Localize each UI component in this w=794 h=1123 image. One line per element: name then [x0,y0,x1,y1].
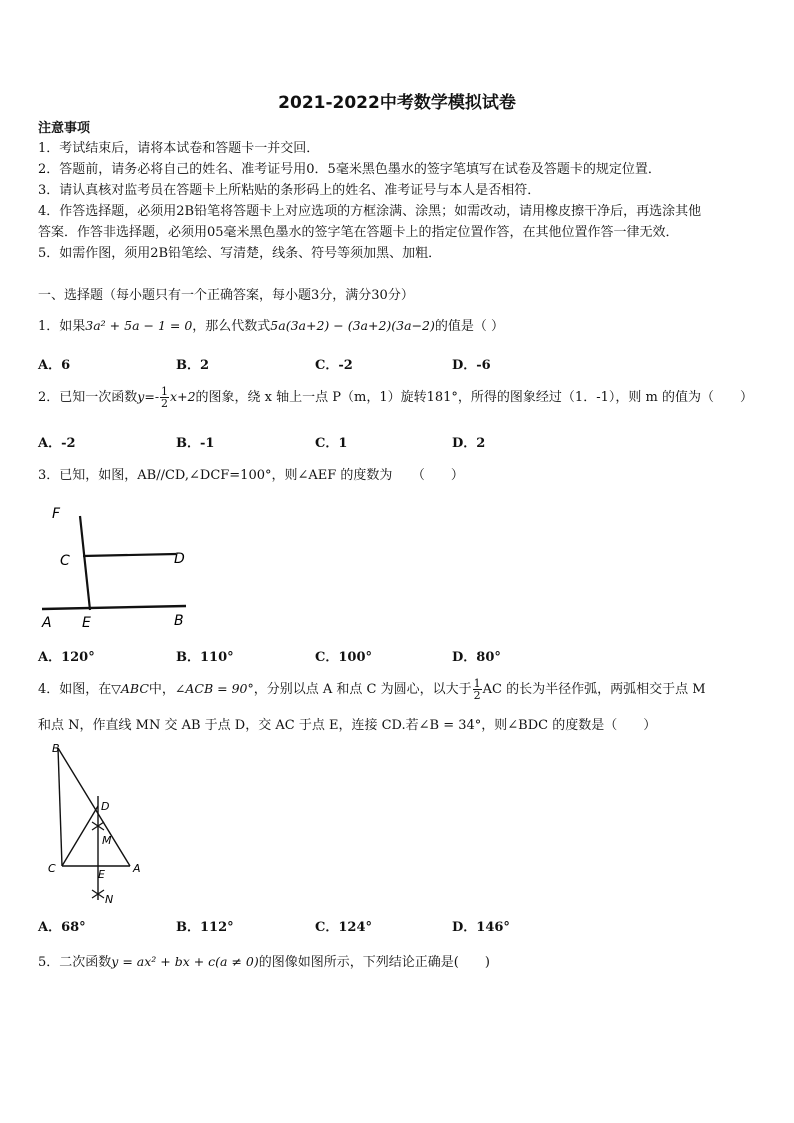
q3-label-b: B [174,613,184,629]
page-title: 2021-2022中考数学模拟试卷 [278,93,516,113]
q4-label-m: M [102,834,112,847]
q1-prefix: 1．如果 [38,319,86,334]
notice-item: 5．如需作图，须用2B铅笔绘、写清楚，线条、符号等须加黑、加粗． [38,246,442,261]
q2-option-a[interactable]: A．-2 [38,436,76,451]
q1-option-d[interactable]: D．-6 [452,358,491,373]
notice-item: 4．作答选择题，必须用2B铅笔将答题卡上对应选项的方框涂满、涂黑；如需改动，请用橡皮擦干净后，再选涂其他 [38,204,702,219]
q3-option-d[interactable]: D．80° [452,650,501,665]
q1-option-a[interactable]: A．6 [38,358,71,373]
q1-suffix: 的值是（ ） [434,319,505,334]
q2-prefix: 2．已知一次函数 [38,390,138,405]
q2-option-c[interactable]: C．1 [315,436,348,451]
notice-item: 答案．作答非选择题，必须用05毫米黑色墨水的签字笔在答题卡上的指定位置作答，在其他位置作答一律无效． [38,225,679,240]
question-2 [38,384,753,411]
q1-condition: 3a² + 5a − 1 = 0 [85,318,193,333]
q3-figure [36,498,196,634]
q3-option-c[interactable]: C．100° [315,650,372,665]
notice-heading: 注意事项 [38,121,91,136]
q3-label-e: E [82,615,91,631]
q1-option-c[interactable]: C．-2 [315,358,353,373]
q4-triangle: ▽ABC [111,681,149,696]
q4-label-a: A [133,862,141,875]
q2-function-lhs: y=- [137,389,160,404]
q4-option-b[interactable]: B．112° [176,920,234,935]
section-heading: 一、选择题（每小题只有一个正确答案，每小题3分，满分30分） [38,288,414,303]
question-4-line-2: 和点 N，作直线 MN 交 AB 于点 D，交 AC 于点 E，连接 CD.若∠B = 34°，则∠BDC 的度数是（ ） [38,718,657,733]
q3-label-c: C [60,553,70,569]
q1-option-b[interactable]: B．2 [176,358,210,373]
q2-option-d[interactable]: D．2 [452,436,486,451]
q4-label-e: E [98,868,105,881]
q2-function-rhs: x+2 [170,389,196,404]
q4-figure [40,740,160,910]
q2-fraction: $\frac{1}{2}$ [161,385,169,410]
q2-option-b[interactable]: B．-1 [176,436,215,451]
question-3: 3．已知，如图，AB//CD,∠DCF=100°，则∠AEF 的度数为 （ ） [38,468,464,483]
q4-angle: ∠ACB = 90° [174,681,254,696]
question-5: 5．二次函数y = ax² + bx + c(a ≠ 0)的图像如图所示，下列结论正确是( ) [38,954,490,970]
q4-label-n: N [105,893,114,906]
notice-item: 1．考试结束后，请将本试卷和答题卡一并交回． [38,141,320,156]
q3-label-d: D [174,551,185,567]
q4-option-c[interactable]: C．124° [315,920,372,935]
q3-option-a[interactable]: A．120° [38,650,95,665]
question-4-line-1: 4．如图，在▽ABC中，∠ACB = 90°，分别以点 A 和点 C 为圆心，以大于 $\frac{1}{2}$ AC 的长为半径作弧，两弧相交于点 M [38,677,706,702]
q5-function: y = ax² + bx + c(a ≠ 0) [111,954,259,969]
notice-item: 3．请认真核对监考员在答题卡上所粘贴的条形码上的姓名、准考证号与本人是否相符． [38,183,541,198]
q4-option-d[interactable]: D．146° [452,920,510,935]
question-1 [38,317,504,336]
q3-option-b[interactable]: B．110° [176,650,234,665]
q1-expression: 5a(3a+2) − (3a+2)(3a−2) [270,318,435,333]
q4-label-c: C [48,862,56,875]
q4-label-b: B [52,742,60,755]
notice-item: 2．答题前，请务必将自己的姓名、准考证号用0．5毫米黑色墨水的签字笔填写在试卷及答题卡的规定位置． [38,162,661,177]
q3-label-f: F [52,506,61,522]
q3-label-a: A [42,615,52,631]
q4-fraction: $\frac{1}{2}$ [473,677,481,702]
q4-option-a[interactable]: A．68° [38,920,86,935]
q1-mid: ，那么代数式 [192,319,271,334]
q4-label-d: D [101,800,110,813]
q2-text: 的图象，绕 x 轴上一点 P（m，1）旋转181°，所得的图象经过（1．-1），则 m 的值为（ ） [195,390,753,405]
